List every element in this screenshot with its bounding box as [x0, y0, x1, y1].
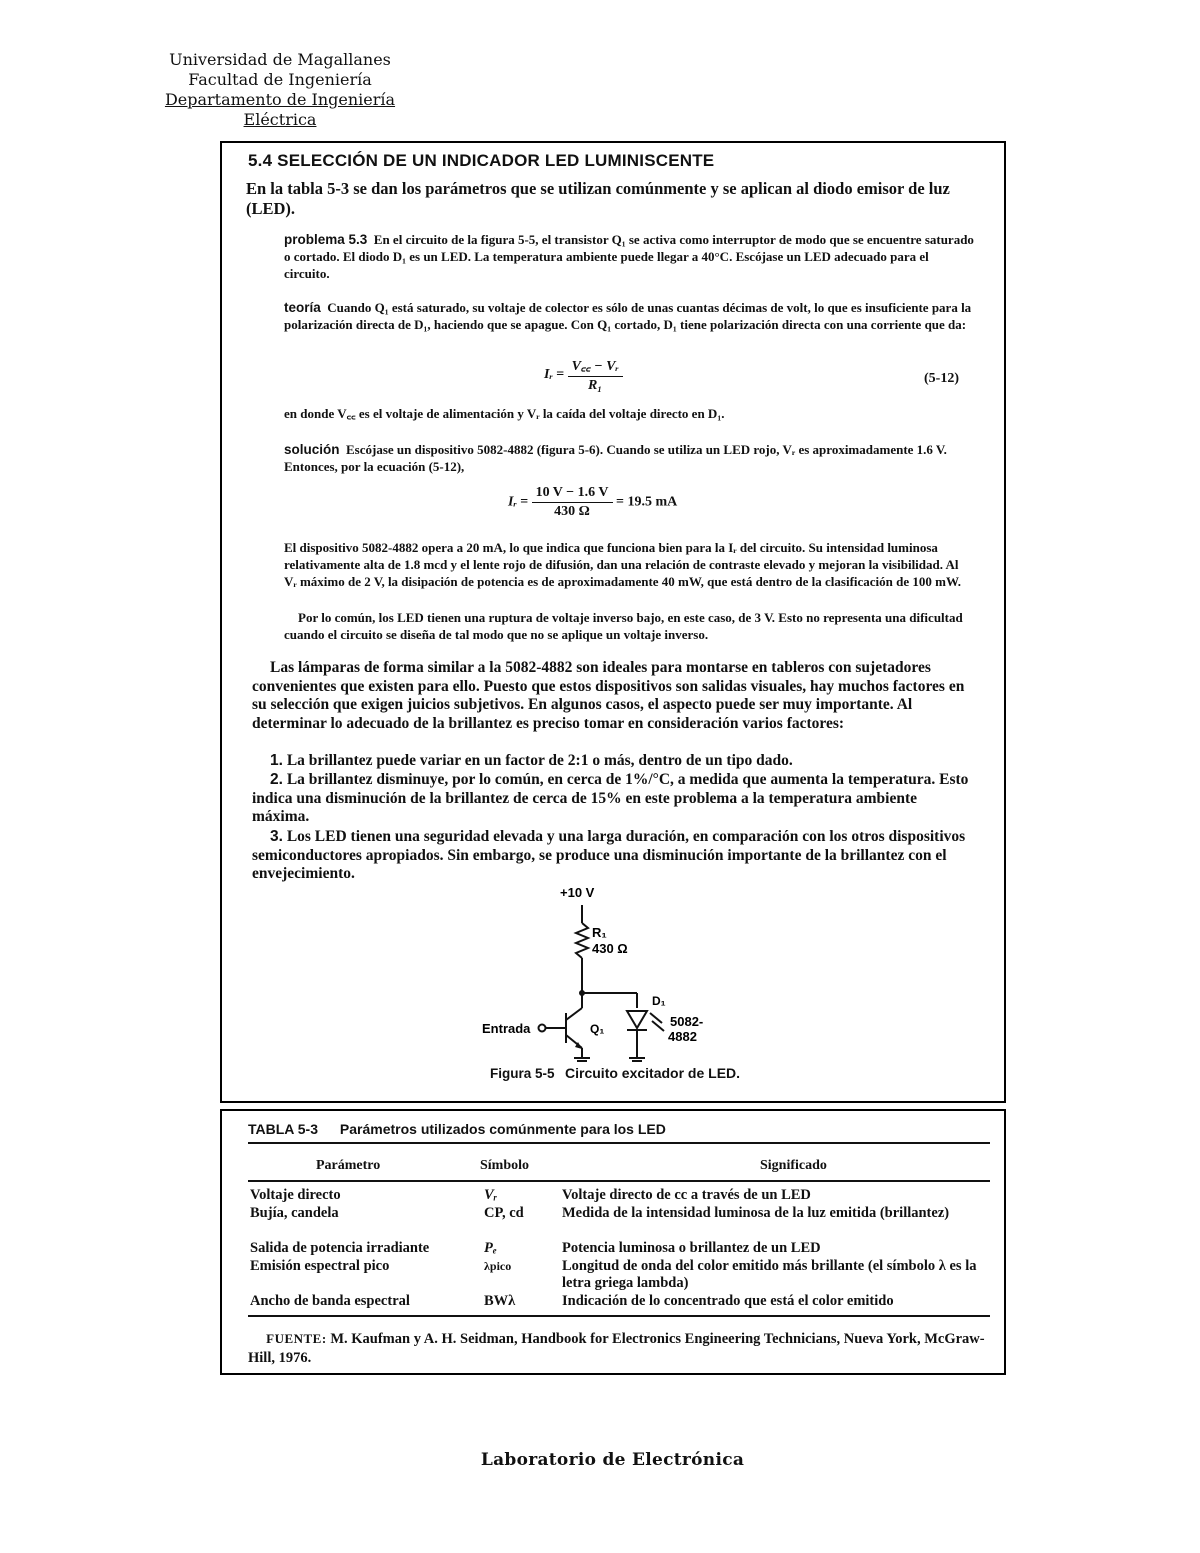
scanned-section-box [220, 141, 1006, 1103]
eq2-numerator: 10 V − 1.6 V [532, 485, 613, 503]
row-5-symbol: BWλ [484, 1293, 516, 1309]
row-2-symbol: CP, cd [484, 1205, 524, 1221]
header-significado: Significado [760, 1158, 827, 1173]
eq1-numerator: V꜀꜀ − Vᵣ [568, 356, 623, 377]
row-2-parameter: Bujía, candela [250, 1205, 339, 1221]
table-caption: Parámetros utilizados comúnmente para los LED [339, 1121, 666, 1137]
theory-text: Cuando Q₁ está saturado, su voltaje de colector es sólo de unas cuantas décimas de volt, lo que es insuficiente para la polarización directa de D₁, haciendo que se apague. Con Q₁ cortado, D₁ tiene polarización directa con una corriente que da: [284, 300, 972, 332]
equation-5-12 [544, 356, 623, 394]
supply-label: +10 V [560, 885, 595, 900]
resistor-label: R₁ [592, 925, 607, 940]
page-footer: Laboratorio de Electrónica [480, 1450, 745, 1470]
input-label: Entrada [482, 1021, 531, 1036]
item-1-text: La brillantez puede variar en un factor de 2:1 o más, dentro de un tipo dado. [286, 752, 793, 769]
figure-caption-label: Figura 5-5 [490, 1066, 555, 1081]
faculty-name: Facultad de Ingeniería [188, 70, 372, 89]
led-driver-circuit [482, 883, 782, 1063]
eq2-denominator: 430 Ω [554, 504, 590, 519]
eq1-lhs: Iᵣ = [544, 367, 565, 383]
table-header-rule [248, 1180, 990, 1182]
problem-paragraph [284, 231, 974, 282]
figure-caption-text: Circuito excitador de LED. [565, 1065, 741, 1081]
factor-item-3 [252, 828, 974, 884]
item-2-text: La brillantez disminuye, por lo común, en cerca de 1%/°C, a medida que aumenta la temperatura. Esto indica una disminución de la brillantez de cerca de 15% en este problema a la temperatura ambiente máxima. [252, 771, 969, 825]
row-2-meaning: Medida de la intensidad luminosa de la luz emitida (brillantez) [562, 1205, 950, 1221]
item-3-text: Los LED tienen una seguridad elevada y una larga duración, en comparación con los otros dispositivos semiconductores apropiados. Sin embargo, se produce una disminución importante de la brillantez con el envejecimiento. [252, 828, 966, 882]
led-parameters-table-box [220, 1109, 1006, 1375]
factor-item-1 [252, 752, 974, 771]
eq2-result: = 19.5 mA [616, 494, 678, 510]
diode-label: D₁ [652, 994, 666, 1008]
row-3-meaning: Potencia luminosa o brillantez de un LED [562, 1240, 821, 1256]
item-2-number: 2. [270, 771, 283, 788]
row-1-meaning: Voltaje directo de cc a través de un LED [562, 1187, 811, 1203]
source-label: FUENTE: [266, 1331, 327, 1346]
page-header [130, 50, 430, 130]
where-text: en donde V꜀꜀ es el voltaje de alimentación y Vᵣ la caída del voltaje directo en D₁. [284, 406, 725, 421]
row-1-symbol: Vᵣ [484, 1187, 497, 1203]
table-top-rule [248, 1142, 990, 1144]
solution-paragraph [284, 441, 974, 475]
row-5-meaning: Indicación de lo concentrado que está el color emitido [562, 1293, 894, 1309]
eq2-lhs: Iᵣ = [508, 494, 529, 510]
source-text: M. Kaufman y A. H. Seidman, Handbook for Electronics Engineering Technicians, Nueva York, McGraw-Hill, 1976. [248, 1331, 985, 1366]
row-3-symbol: Pₑ [484, 1240, 497, 1256]
problem-text: En el circuito de la figura 5-5, el transistor Q₁ se activa como interruptor de modo que se encuentre saturado o cortado. El diodo D₁ es un LED. La temperatura ambiente puede llegar a 40°C. Escójase un LED adecuado para el circuito. [284, 232, 974, 281]
table-bottom-rule [248, 1315, 990, 1317]
table-source [248, 1329, 988, 1368]
solution-label: solución [284, 442, 340, 457]
table-title [248, 1121, 684, 1137]
section-title: 5.4 SELECCIÓN DE UN INDICADOR LED LUMINISCENTE [248, 151, 715, 170]
section-intro: En la tabla 5-3 se dan los parámetros que se utilizan comúnmente y se aplican al diodo emisor de luz (LED). [246, 179, 950, 218]
factor-item-2 [252, 771, 974, 827]
reverse-voltage-paragraph: Por lo común, los LED tienen una ruptura de voltaje inverso bajo, en este caso, de 3 V. Esto no representa una dificultad cuando el circuito se diseña de tal modo que no se aplique un voltaje inverso. [284, 610, 963, 642]
eq1-denominator: R₁ [587, 378, 603, 393]
transistor-label: Q₁ [590, 1022, 605, 1036]
diode-part-line2: 4882 [668, 1029, 697, 1044]
figure-caption [490, 1065, 740, 1083]
equation-number: (5-12) [924, 371, 959, 386]
row-1-parameter: Voltaje directo [250, 1187, 341, 1203]
department-name: Departamento de Ingeniería Eléctrica [164, 90, 396, 129]
header-simbolo: Símbolo [480, 1158, 530, 1173]
theory-label: teoría [284, 300, 321, 315]
device-paragraph: El dispositivo 5082-4882 opera a 20 mA, lo que indica que funciona bien para la Iᵣ del circuito. Su intensidad luminosa relativamente alta de 1.8 mcd y el lente rojo de difusión, dan una relación de contraste elevado y mejoran la visibilidad. Al Vᵣ máximo de 2 V, la disipación de potencia es de aproximadamente 40 mW, que está dentro de la clasificación de 100 mW. [284, 540, 962, 589]
table-label: TABLA 5-3 [248, 1121, 318, 1137]
theory-paragraph [284, 299, 974, 333]
item-3-number: 3. [270, 828, 283, 845]
university-name: Universidad de Magallanes [169, 50, 391, 69]
row-5-parameter: Ancho de banda espectral [250, 1293, 410, 1309]
equation-current [508, 485, 677, 520]
row-4-symbol: λpico [484, 1259, 512, 1273]
header-parametro: Parámetro [316, 1158, 381, 1173]
solution-text: Escójase un dispositivo 5082-4882 (figura 5-6). Cuando se utiliza un LED rojo, Vᵣ es aproximadamente 1.6 V. Entonces, por la ecuación (5-12), [284, 442, 947, 474]
diode-part-line1: 5082- [670, 1014, 704, 1029]
item-1-number: 1. [270, 752, 283, 769]
row-3-parameter: Salida de potencia irradiante [250, 1240, 430, 1256]
resistor-value: 430 Ω [592, 941, 628, 956]
row-4-meaning: Longitud de onda del color emitido más brillante (el símbolo λ es la letra griega lambda) [562, 1258, 977, 1291]
row-4-parameter: Emisión espectral pico [250, 1258, 390, 1274]
problem-label: problema 5.3 [284, 232, 368, 247]
lamps-paragraph: Las lámparas de forma similar a la 5082-4882 son ideales para montarse en tableros con sujetadores convenientes que existen para ello. Puesto que estos dispositivos son salidas visuales, hay muchos factores en su selección que exigen juicios subjetivos. En algunos casos, el aspecto puede ser muy importante. Al determinar lo adecuado de la brillantez es preciso tomar en consideración varios factores: [252, 659, 965, 732]
